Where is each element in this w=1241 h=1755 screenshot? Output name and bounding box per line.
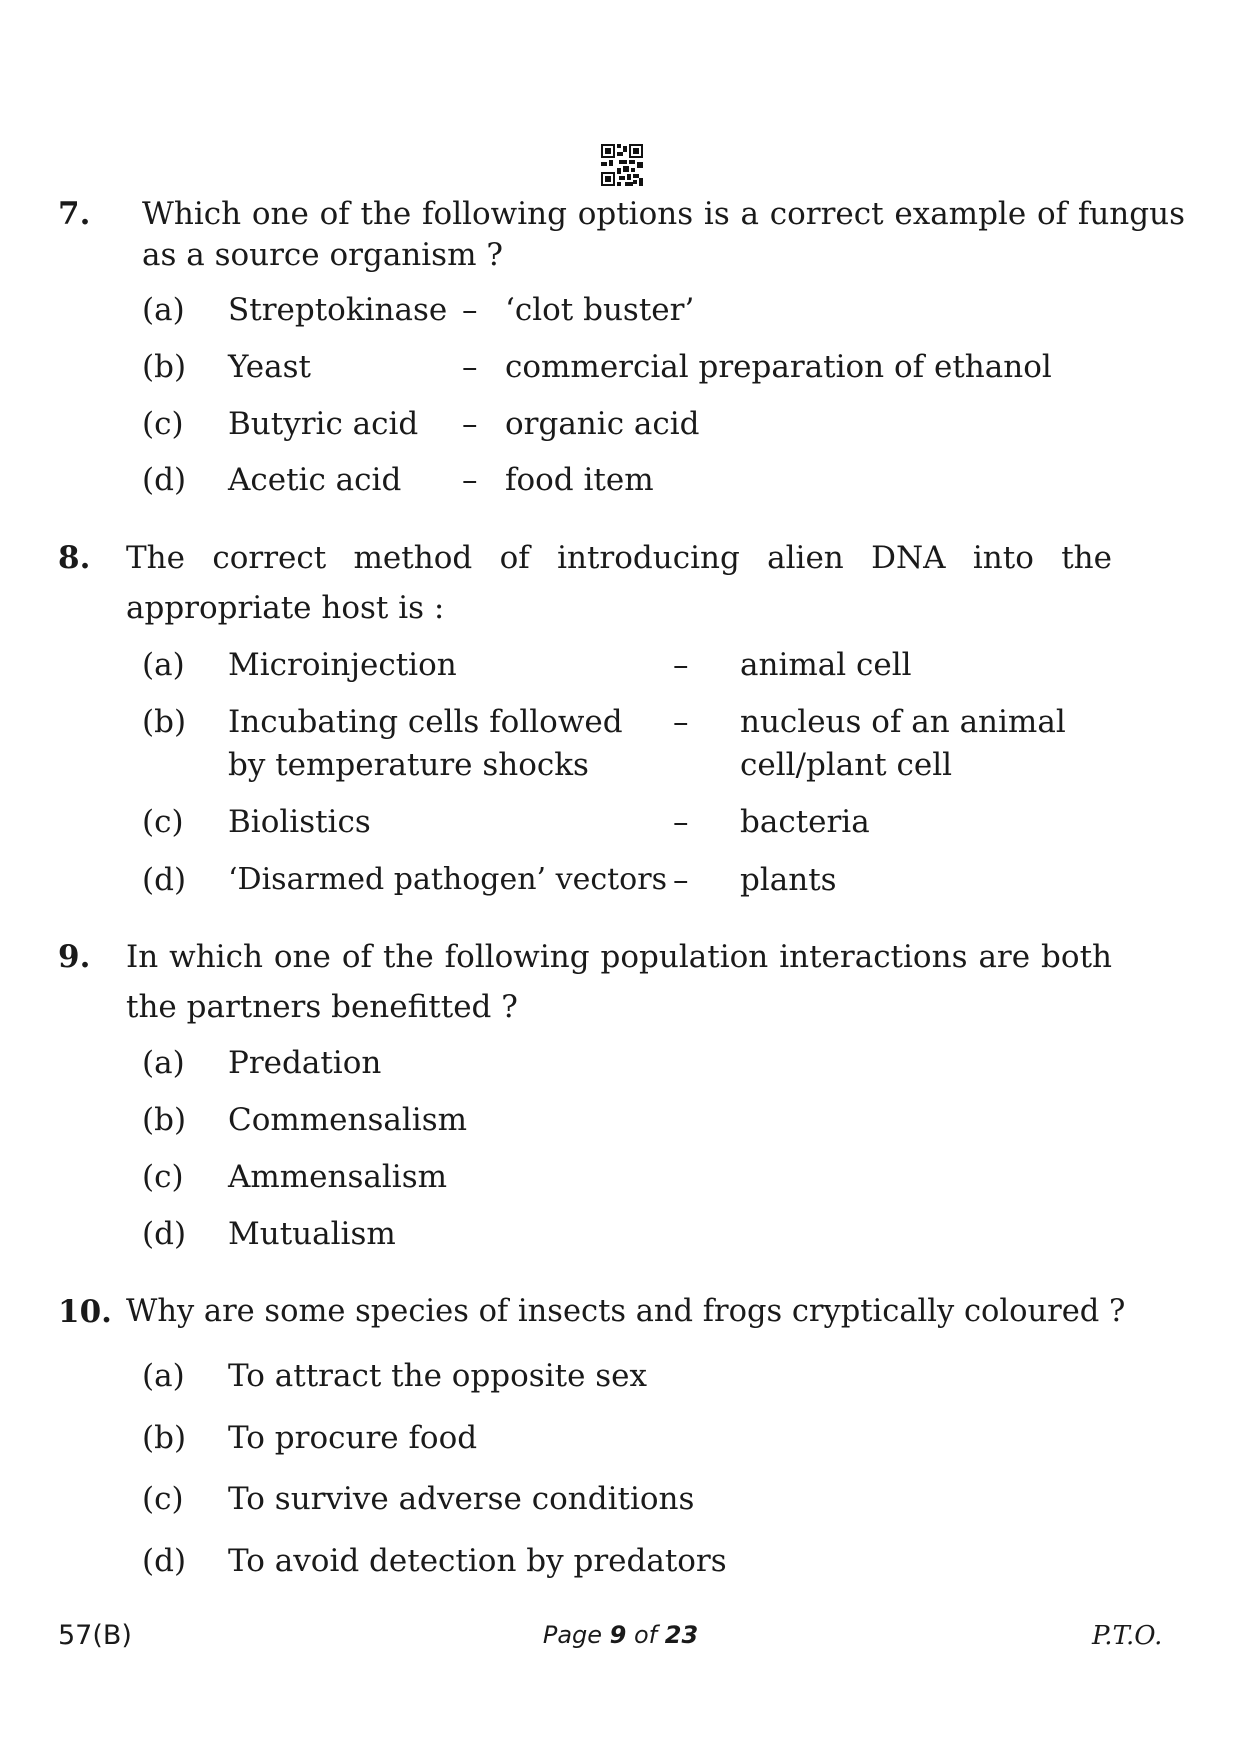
question-number: 7.: [58, 196, 91, 232]
paper-code: 57(B): [58, 1620, 132, 1651]
question-text-line-2: the partners benefitted ?: [126, 989, 518, 1025]
question-text: Why are some species of insects and frogs cryptically coloured ?: [126, 1294, 1126, 1329]
exam-page: 7. Which one of the following options is a correct example of fungus as a source organism ? (a) Streptokinase – ‘clot buster’ (b) Yeast – commercial preparation of ethanol (c) Butyric acid – organic acid (d) Acetic acid – food item 8. The correct method of introducing alien DNA into the appropriate host is : (a) Microinjection – animal cell (b) Incubating cells followed – nucleus of an animal by temperature shocks cell/plant cell (c) Biolistics – bacteria (d) ‘Disarmed pathogen’ vectors – plants 9. In which one of the following population interactions are both the partners benefitted ? (a) Predation (b) Commensalism (c) Ammensalism (d) Mutualism 10. Why are some species of insects and frogs cryptically coloured ? (a) To attract the opposite sex (b) To procure food (c) To survive adverse conditions (d) To avoid detection by predators 57(B) Page 9 of 23 P.T.O.: [0, 0, 1241, 1755]
question-number: 8.: [58, 540, 91, 576]
question-text: The correct method of introducing alien DNA into the: [126, 540, 1112, 576]
question-number: 9.: [58, 939, 91, 975]
question-text: Which one of the following options is a correct example of fungus: [142, 196, 1185, 232]
page-indicator: Page 9 of 23: [542, 1621, 699, 1649]
question-text: In which one of the following population interactions are both: [126, 939, 1112, 975]
question-number: 10.: [58, 1294, 112, 1330]
question-text-line-2: as a source organism ?: [142, 237, 503, 273]
question-text-line-2: appropriate host is :: [126, 590, 445, 626]
qr-code-icon: [601, 144, 643, 186]
pto-label: P.T.O.: [1092, 1621, 1163, 1651]
